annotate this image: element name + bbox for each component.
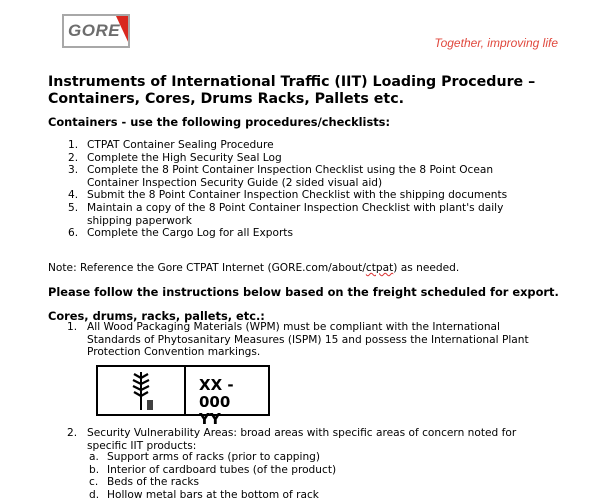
stamp-divider <box>184 367 186 414</box>
stamp-code-line-2: YY <box>199 410 221 428</box>
cores-heading: Cores, drums, racks, pallets, etc.: <box>48 309 265 323</box>
item-number: 6. <box>68 227 79 240</box>
item-text: Complete the High Security Seal Log <box>87 151 282 164</box>
wpm-paragraph <box>87 321 529 359</box>
tagline: Together, improving life <box>434 36 558 50</box>
para-line: Security Vulnerability Areas: broad areas with specific areas of concern noted for <box>87 427 517 439</box>
item-text: Container Inspection Security Guide (2 sided visual aid) <box>87 176 383 189</box>
title-line-1: Instruments of International Traffic (IIT) Loading Procedure – <box>48 74 536 90</box>
logo-red-wedge <box>116 16 130 46</box>
containers-heading: Containers - use the following procedures/checklists: <box>48 115 391 129</box>
containers-list <box>48 139 507 240</box>
stamp-code <box>199 377 268 428</box>
item-letter: a. <box>89 451 99 463</box>
stamp-code-line-1: XX - 000 <box>199 376 234 411</box>
gore-logo <box>62 14 130 48</box>
ctpat-note <box>48 262 459 274</box>
item-letter: d. <box>89 488 100 501</box>
list-item <box>48 152 507 165</box>
list-item <box>48 202 507 227</box>
item-text: Submit the 8 Point Container Inspection Checklist with the shipping documents <box>87 189 508 202</box>
para-line: All Wood Packaging Materials (WPM) must be compliant with the International <box>87 321 500 333</box>
para-line: Protection Convention markings. <box>87 346 261 359</box>
item-number: 5. <box>68 201 79 214</box>
item-number: 2. <box>67 427 78 439</box>
list-item <box>87 489 336 501</box>
wheat-icon <box>126 370 156 412</box>
item-text: Interior of cardboard tubes (of the product) <box>107 463 337 476</box>
item-number: 2. <box>68 151 79 164</box>
item-text: Complete the 8 Point Container Inspection Checklist using the 8 Point Ocean <box>87 164 494 177</box>
instructions-line: Please follow the instructions below based on the freight scheduled for export. <box>48 285 559 299</box>
para-line: Standards of Phytosanitary Measures (ISPM) 15 and possess the International Plant <box>87 333 529 346</box>
note-text-end: ) as needed. <box>393 262 460 274</box>
item-number: 3. <box>68 164 79 177</box>
item-number: 1. <box>67 321 78 333</box>
list-item <box>48 139 507 152</box>
list-item <box>87 476 336 489</box>
vulnerability-paragraph <box>87 427 516 452</box>
title-line-2: Containers, Cores, Drums Racks, Pallets etc. <box>48 91 404 107</box>
document-title <box>48 74 578 108</box>
item-text: shipping paperwork <box>87 214 192 227</box>
list-item <box>87 464 336 477</box>
list-item <box>48 227 507 240</box>
item-text: Beds of the racks <box>107 476 200 489</box>
ippc-stamp <box>96 365 270 428</box>
item-letter: b. <box>89 463 100 476</box>
item-letter: c. <box>89 476 99 489</box>
item-text: Support arms of racks (prior to capping) <box>107 451 321 463</box>
list-item <box>48 189 507 202</box>
list-item <box>48 164 507 189</box>
item-text: Maintain a copy of the 8 Point Container Inspection Checklist with plant's daily <box>87 201 504 214</box>
list-item <box>87 451 336 464</box>
note-text: Note: Reference the Gore CTPAT Internet (GORE.com/about/ <box>48 262 366 274</box>
item-number: 4. <box>68 189 79 202</box>
vulnerability-sublist <box>87 451 336 501</box>
item-text: CTPAT Container Sealing Procedure <box>87 139 274 151</box>
item-number: 1. <box>68 139 79 151</box>
item-text: Complete the Cargo Log for all Exports <box>87 227 293 240</box>
logo-text: GORE <box>68 21 121 40</box>
para-line: specific IIT products: <box>87 439 197 452</box>
note-link-ctpat: ctpat <box>365 262 394 274</box>
item-text: Hollow metal bars at the bottom of rack <box>107 488 319 501</box>
